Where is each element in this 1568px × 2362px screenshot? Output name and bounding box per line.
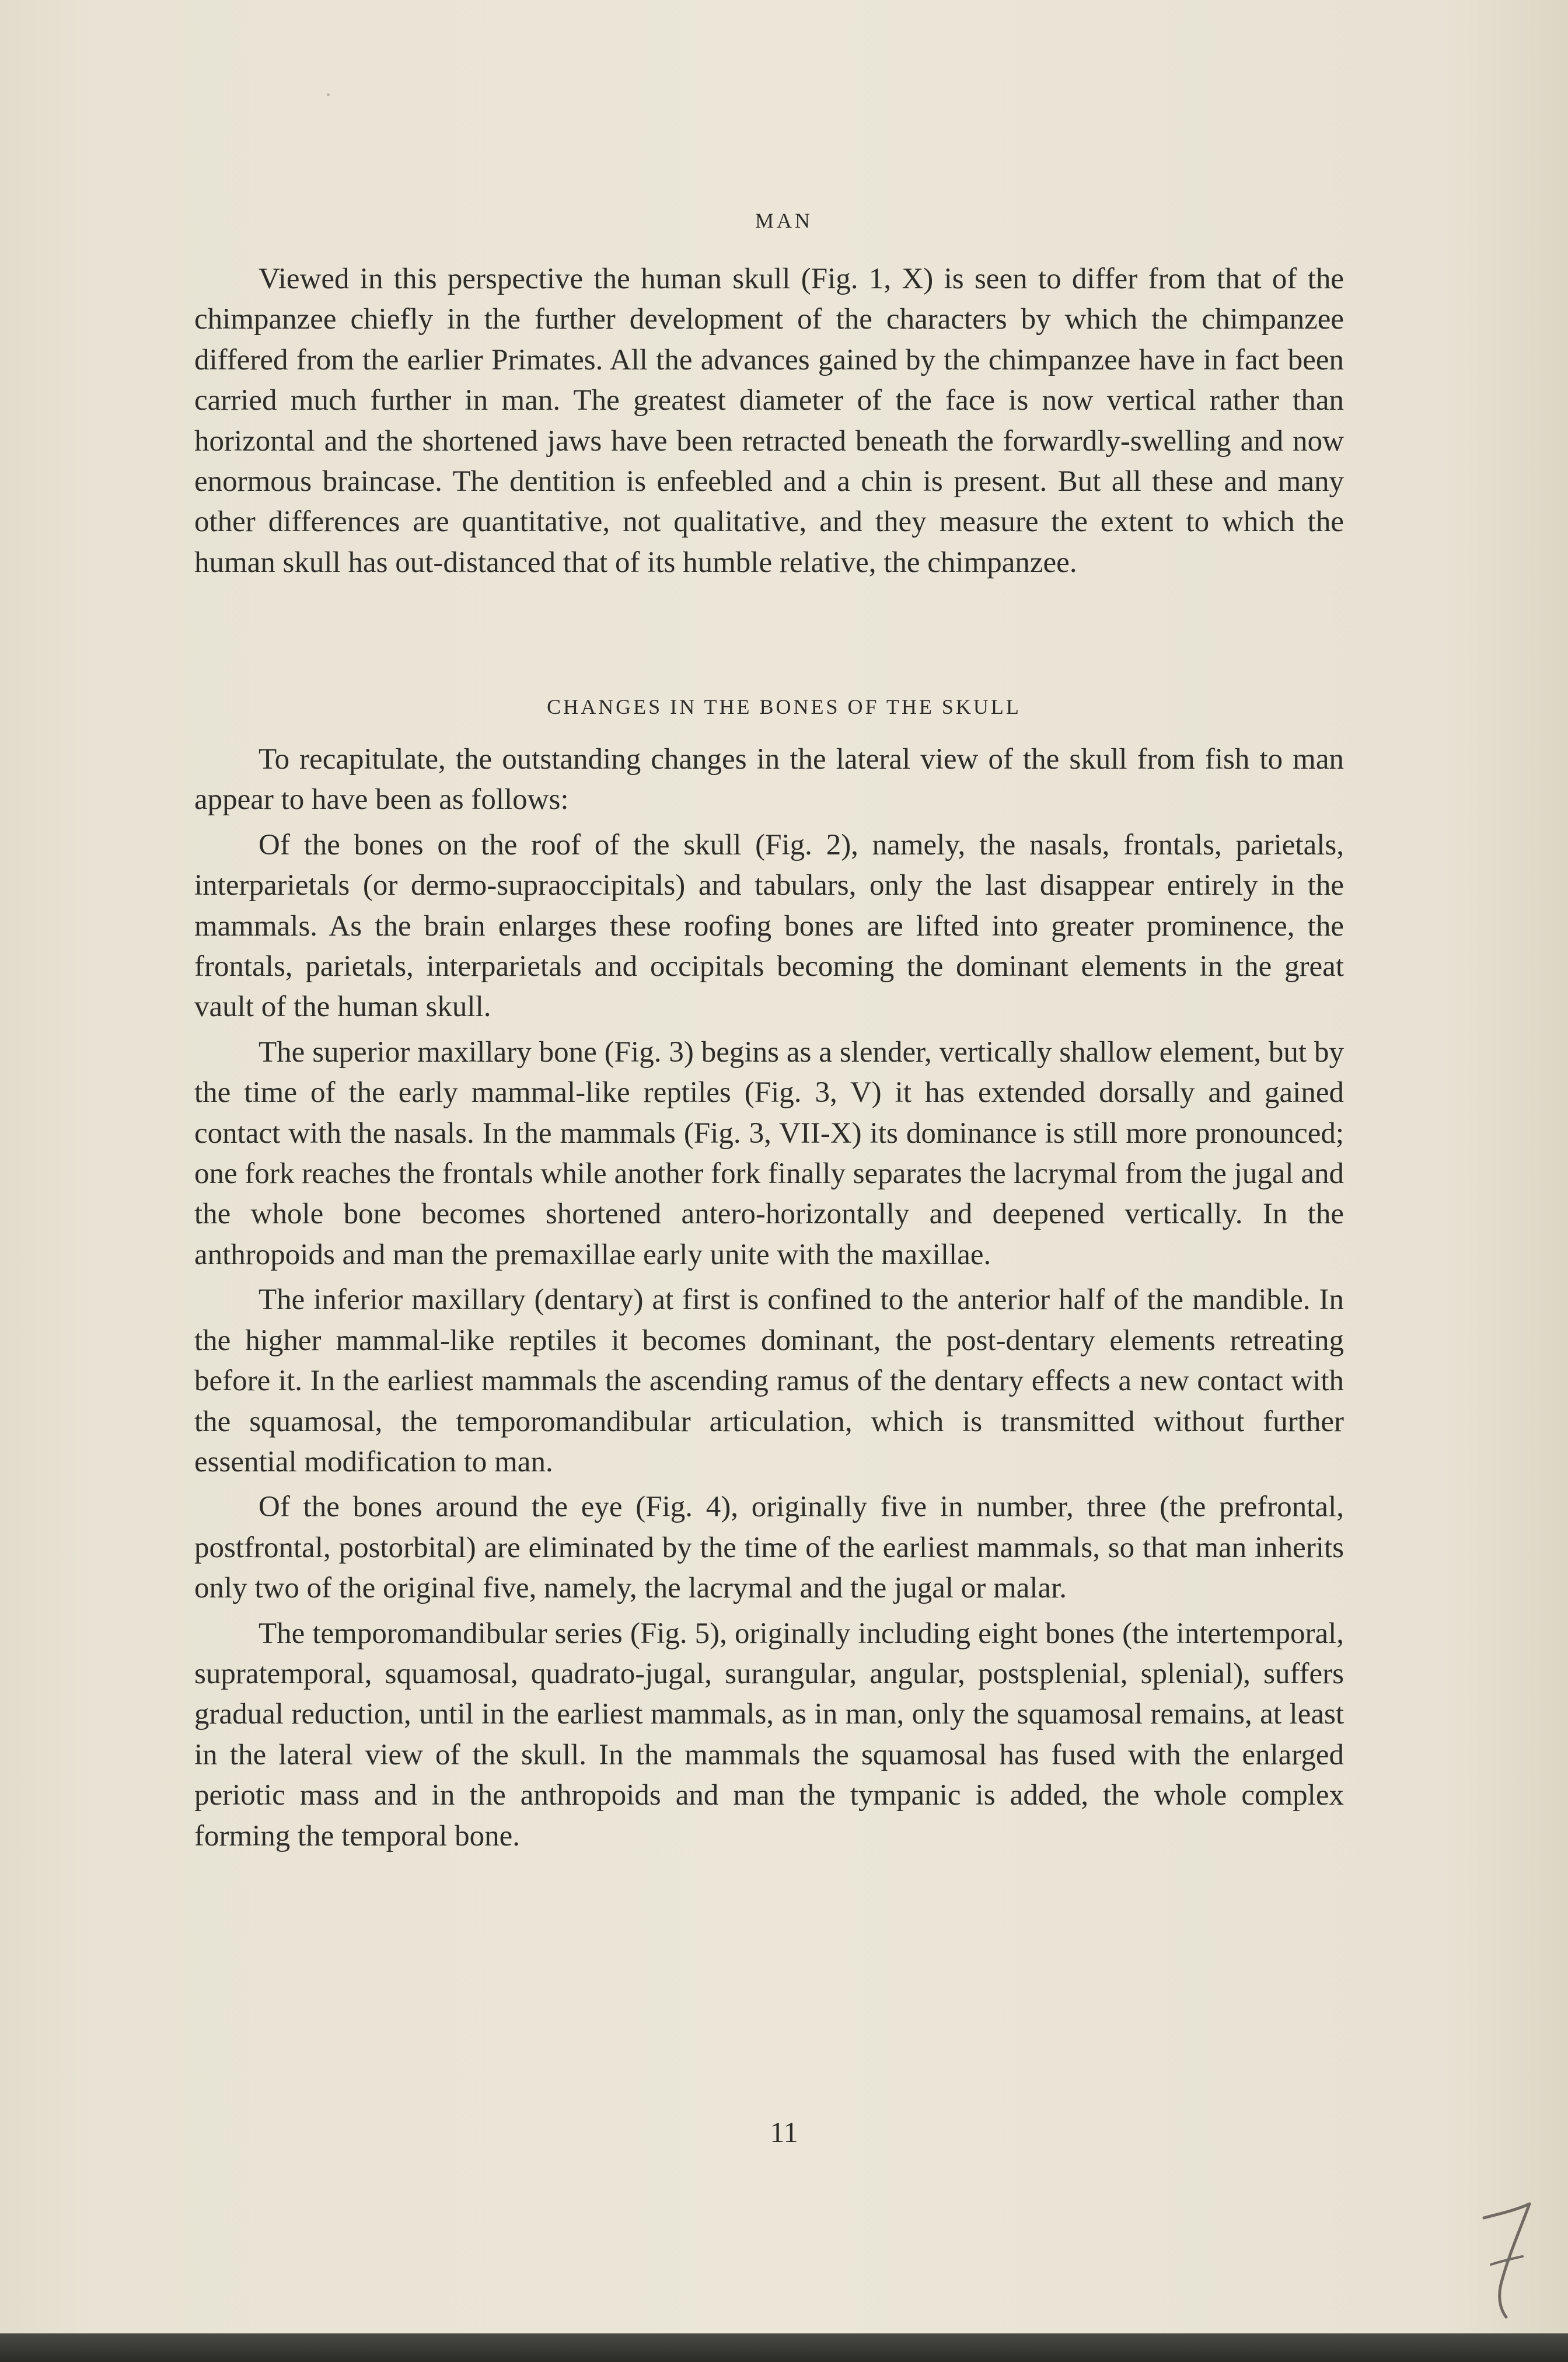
paragraph: Viewed in this perspective the human skull (Fig. 1, X) is seen to differ from that of the chimpanzee chiefly in the further development of the characters by which the chimpanzee differed from the earlier Primates. All the advances gained by the chimpanzee have in fact been carried much further in man. The greatest diameter of the face is now vertical rather than horizontal and the shortened jaws have been retracted beneath the forwardly-swelling and now enormous braincase. The dentition is enfeebled and a chin is present. But all these and many other differences are quantitative, not qualitative, and they measure the extent to which the human skull has out-distanced that of its humble relative, the chimpanzee. [194, 263, 1344, 579]
running-head: MAN [755, 209, 813, 232]
section-text [194, 739, 1344, 1857]
handwritten-number-mark [1473, 2200, 1538, 2323]
paragraph: The inferior maxillary (dentary) at first is confined to the anterior half of the mandible. In the higher mammal-like reptiles it becomes dominant, the post-dentary elements retreating before it. In the earliest mammals the ascending ramus of the dentary effects a new contact with the squamosal, the temporomandibular articulation, which is transmitted without further essential modification to man. [194, 1283, 1344, 1478]
paragraph: Of the bones around the eye (Fig. 4), originally five in number, three (the prefrontal, postfrontal, postorbital) are eliminated by the time of the earliest mammals, so that man inherits only two of the original five, namely, the lacrymal and the jugal or malar. [194, 1491, 1344, 1605]
paragraph: The temporomandibular series (Fig. 5), originally including eight bones (the intertemporal, supratemporal, squamosal, quadrato-jugal, surangular, angular, postsplenial, splenial), suffers gradual reduction, until in the earliest mammals, as in man, only the squamosal remains, at least in the lateral view of the skull. In the mammals the squamosal has fused with the enlarged periotic mass and in the anthropoids and man the tympanic is added, the whole complex forming the temporal bone. [194, 1617, 1344, 1852]
paragraph: Of the bones on the roof of the skull (Fig. 2), namely, the nasals, frontals, parietals, interparietals (or dermo-supraoccipitals) and tabulars, only the last disappear entirely in the mammals. As the brain enlarges these roofing bones are lifted into greater prominence, the frontals, parietals, interparietals and occipitals becoming the dominant elements in the great vault of the human skull. [194, 828, 1344, 1024]
pencil-stroke [1484, 2204, 1529, 2218]
paragraph: The superior maxillary bone (Fig. 3) begins as a slender, vertically shallow element, but by the time of the early mammal-like reptiles (Fig. 3, V) it has extended dorsally and gained contact with the nasals. In the mammals (Fig. 3, VII-X) its dominance is still more pronounced; one fork reaches the frontals while another fork finally separates the lacrymal from the jugal and the whole bone becomes shortened antero-horizontally and deepened vertically. In the anthropoids and man the premaxillae early unite with the maxillae. [194, 1035, 1344, 1271]
intro-text [194, 259, 1344, 583]
section-heading: CHANGES IN THE BONES OF THE SKULL [547, 695, 1021, 718]
scanner-edge [0, 2333, 1568, 2362]
page-number: 11 [770, 2116, 798, 2148]
paper-speck [327, 93, 330, 96]
paragraph: To recapitulate, the outstanding changes in the lateral view of the skull from fish to man appear to have been as follows: [194, 743, 1344, 817]
